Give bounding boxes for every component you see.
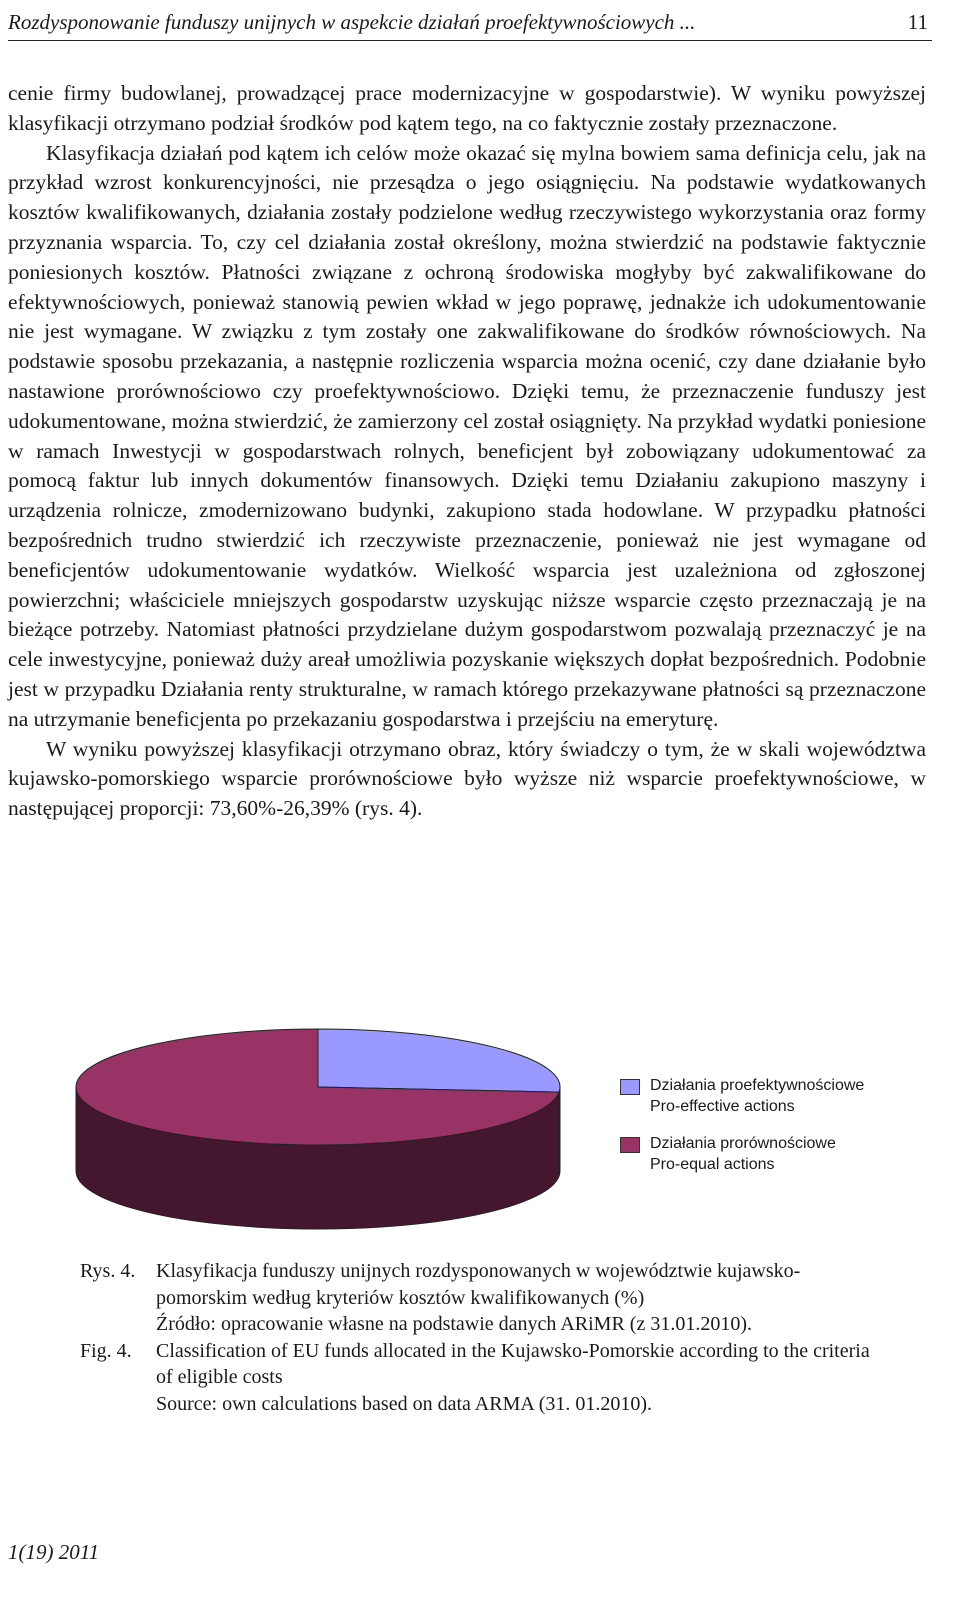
- legend-swatch: [620, 1079, 640, 1095]
- legend-label-en: Pro-equal actions: [650, 1156, 775, 1173]
- body-text: [8, 79, 926, 824]
- caption-label: Fig. 4.: [80, 1339, 132, 1362]
- chart-legend: [620, 1075, 864, 1191]
- paragraph: Klasyfikacja działań pod kątem ich celów może okazać się mylna bowiem sama definicja celu, jak na przykład wzrost konkurencyjności, nie przesądza o jego osiągnięciu. Na podstawie wydatkowanych kosztów kwalifikowanych, działania zostały podzielone według rzeczywistego wykorzystania oraz formy przyznania wsparcia. To, czy cel działania został określony, można stwierdzić na podstawie faktycznie poniesionych kosztów. Płatności związane z ochroną środowiska mogłyby być zakwalifikowane do efektywnościowych, ponieważ stanowią pewien wkład w jego poprawę, jednakże ich udokumentowanie nie jest wymagane. W związku z tym zostały one zakwalifikowane do środków równościowych. Na podstawie sposobu przekazania, a następnie rozliczenia wsparcia można ocenić, czy dane działanie było nastawione prorównościowo czy proefektywnościowo. Dzięki temu, że przeznaczenie funduszy jest udokumentowane, można stwierdzić, że zamierzony cel został osiągnięty. Na przykład wydatki poniesione w ramach Inwestycji w gospodarstwach rolnych, beneficjent był zobowiązany udokumentować za pomocą faktur lub innych dokumentów finansowych. Dzięki temu Działaniu zakupiono maszyny i urządzenia rolnicze, zmodernizowano budynki, zakupiono stada hodowlane. W przypadku płatności bezpośrednich trudno stwierdzić ich rzeczywiste przeznaczenie, ponieważ nie jest wymagane od beneficjentów udokumentowanie wydatków. Wielkość wsparcia jest uzależniona od zgłoszonej powierzchni; właściciele mniejszych gospodarstw uzyskując niższe wsparcie często przeznaczają je na bieżące potrzeby. Natomiast płatności przydzielane dużym gospodarstwom pozwalają przeznaczyć je na cele inwestycyjne, ponieważ duży areał umożliwia pozyskanie większych dopłat bezpośrednich. Podobnie jest w przypadku Działania renty strukturalne, w ramach którego przekazywane płatności są przeznaczone na utrzymanie beneficjenta po przekazaniu gospodarstwa i przejściu na emeryturę.: [8, 140, 927, 731]
- caption-source: Źródło: opracowanie własne na podstawie danych ARiMR (z 31.01.2010).: [156, 1313, 752, 1335]
- legend-item-pro-equal: [620, 1133, 864, 1175]
- caption-pl: [80, 1258, 870, 1338]
- page-number: 11: [907, 10, 928, 34]
- legend-item-pro-effective: [620, 1075, 864, 1117]
- running-header: [8, 6, 932, 41]
- caption-source: Source: own calculations based on data ARMA (31. 01.2010).: [156, 1392, 653, 1415]
- caption-en: [80, 1338, 870, 1418]
- pie-chart: [60, 1015, 890, 1235]
- legend-label: Działania prorównościowe: [650, 1135, 836, 1152]
- paragraph: cenie firmy budowlanej, prowadzącej prace modernizacyjne w gospodarstwie). W wyniku powyższej klasyfikacji otrzymano podział środków pod kątem tego, na co faktycznie zostały przeznaczone.: [8, 81, 926, 135]
- issue-footer: 1(19) 2011: [8, 1540, 100, 1564]
- caption-label: Rys. 4.: [80, 1260, 136, 1282]
- figure-caption: [80, 1258, 870, 1417]
- running-title: Rozdysponowanie funduszy unijnych w aspekcie działań proefektywnościowych ...: [8, 10, 696, 34]
- legend-swatch: [620, 1137, 640, 1153]
- pie-chart-svg: [60, 1015, 580, 1235]
- legend-label-en: Pro-effective actions: [650, 1098, 795, 1115]
- caption-text: Classification of EU funds allocated in the Kujawsko-Pomorskie according to the criteria of eligible costs: [156, 1339, 870, 1388]
- paragraph: W wyniku powyższej klasyfikacji otrzymano obraz, który świadczy o tym, że w skali województwa kujawsko-pomorskiego wsparcie prorównościowe było wyższe niż wsparcie proefektywnościowe, w następującej proporcji: 73,60%-26,39% (rys. 4).: [8, 736, 926, 821]
- caption-text: Klasyfikacja funduszy unijnych rozdysponowanych w województwie kujawsko-pomorskim według kryteriów kosztów kwalifikowanych (%): [156, 1260, 801, 1309]
- legend-label: Działania proefektywnościowe: [650, 1077, 865, 1094]
- pie-slice-0: [318, 1029, 560, 1092]
